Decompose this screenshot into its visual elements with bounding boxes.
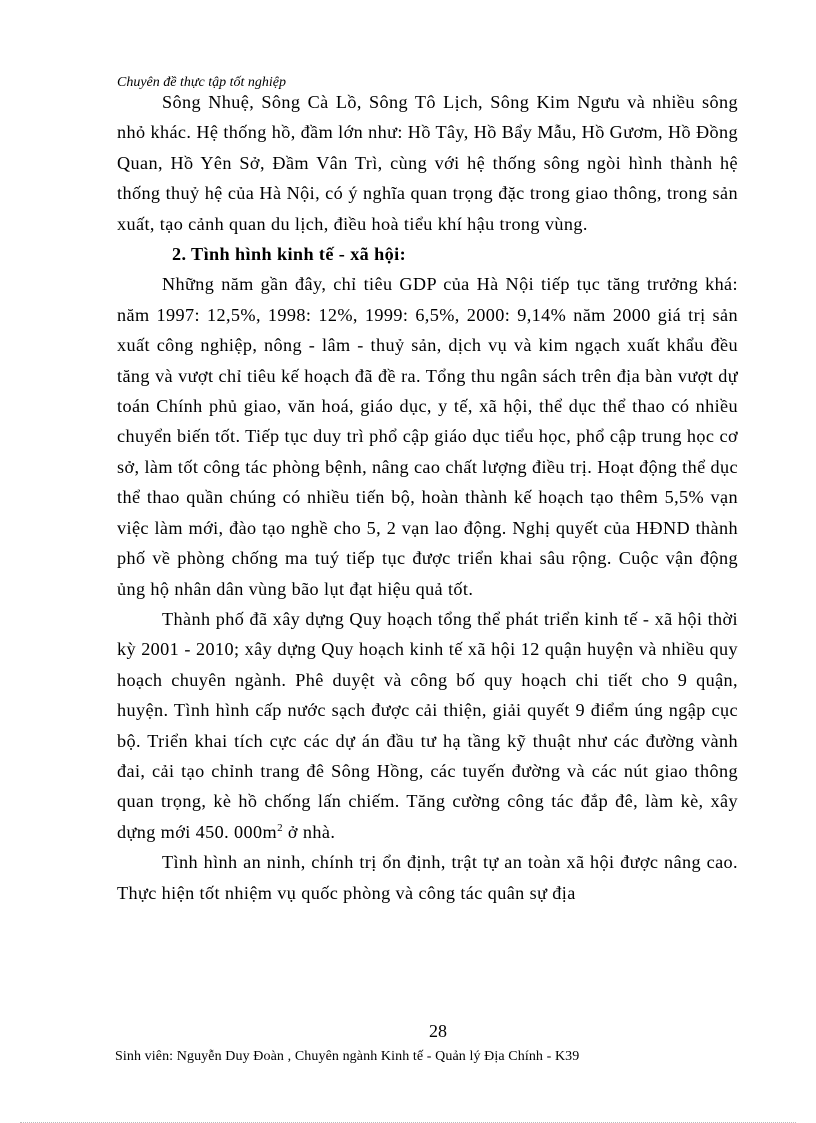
paragraph-rivers-lakes: Sông Nhuệ, Sông Cà Lồ, Sông Tô Lịch, Sông Kim Ngưu và nhiều sông nhỏ khác. Hệ thống hồ, đầm lớn như: Hồ Tây, Hồ Bẩy Mẫu, Hồ Gươm, Hồ Đồng Quan, Hồ Yên Sở, Đầm Vân Trì, cùng với hệ thống sông ngòi hình thành hệ thống thuỷ hệ của Hà Nội, có ý nghĩa quan trọng đặc trong giao thông, trong sản xuất, tạo cảnh quan du lịch, điều hoà tiểu khí hậu trong vùng.: [117, 92, 738, 234]
running-header: Chuyên đề thực tập tốt nghiệp: [117, 75, 286, 90]
running-footer: Sinh viên: Nguyễn Duy Đoàn , Chuyên ngành Kinh tế - Quản lý Địa Chính - K39: [115, 1049, 580, 1064]
superscript-2: 2: [277, 821, 283, 834]
paragraph-planning: [117, 604, 738, 847]
planning-text-end: ở nhà.: [282, 821, 336, 842]
document-body: [117, 87, 738, 908]
planning-text: Thành phố đã xây dựng Quy hoạch tổng thể phát triển kinh tế - xã hội thời kỳ 2001 - 2010; xây dựng Quy hoạch kinh tế xã hội 12 quận huyện và nhiều quy hoạch chuyên ngành. Phê duyệt và công bố quy hoạch chi tiết cho 9 quận, huyện. Tình hình cấp nước sạch được cải thiện, giải quyết 9 điểm úng ngập cục bộ. Triển khai tích cực các dự án đầu tư hạ tầng kỹ thuật như các đường vành đai, cải tạo chỉnh trang đê Sông Hồng, các tuyến đường và các nút giao thông quan trọng, kè hồ chống lấn chiếm. Tăng cường công tác đắp đê, làm kè, xây dựng mới 450. 000m: [117, 608, 738, 842]
paragraph-gdp-growth: Những năm gần đây, chỉ tiêu GDP của Hà Nội tiếp tục tăng trưởng khá: năm 1997: 12,5%, 1998: 12%, 1999: 6,5%, 2000: 9,14% năm 2000 giá trị sản xuất công nghiệp, nông - lâm - thuỷ sản, dịch vụ và kim ngạch xuất khẩu đều tăng và vượt chỉ tiêu kế hoạch đã đề ra. Tổng thu ngân sách trên địa bàn vượt dự toán Chính phủ giao, văn hoá, giáo dục, y tế, xã hội, thể dục thể thao có nhiều chuyển biến tốt. Tiếp tục duy trì phổ cập giáo dục tiểu học, phổ cập trung học cơ sở, làm tốt công tác phòng bệnh, nâng cao chất lượng điều trị. Hoạt động thể dục thể thao quần chúng có nhiều tiến bộ, hoàn thành kế hoạch tạo thêm 5,5% vạn việc làm mới, đào tạo nghề cho 5, 2 vạn lao động. Nghị quyết của HĐND thành phố về phòng chống ma tuý tiếp tục được triển khai sâu rộng. Cuộc vận động ủng hộ nhân dân vùng bão lụt đạt hiệu quả tốt.: [117, 274, 738, 599]
page-number: 28: [429, 1021, 447, 1041]
paragraph-security: Tình hình an ninh, chính trị ổn định, trật tự an toàn xã hội được nâng cao. Thực hiện tốt nhiệm vụ quốc phòng và công tác quân sự địa: [117, 852, 738, 903]
section-heading-economy-society: 2. Tình hình kinh tế - xã hội:: [172, 244, 407, 265]
